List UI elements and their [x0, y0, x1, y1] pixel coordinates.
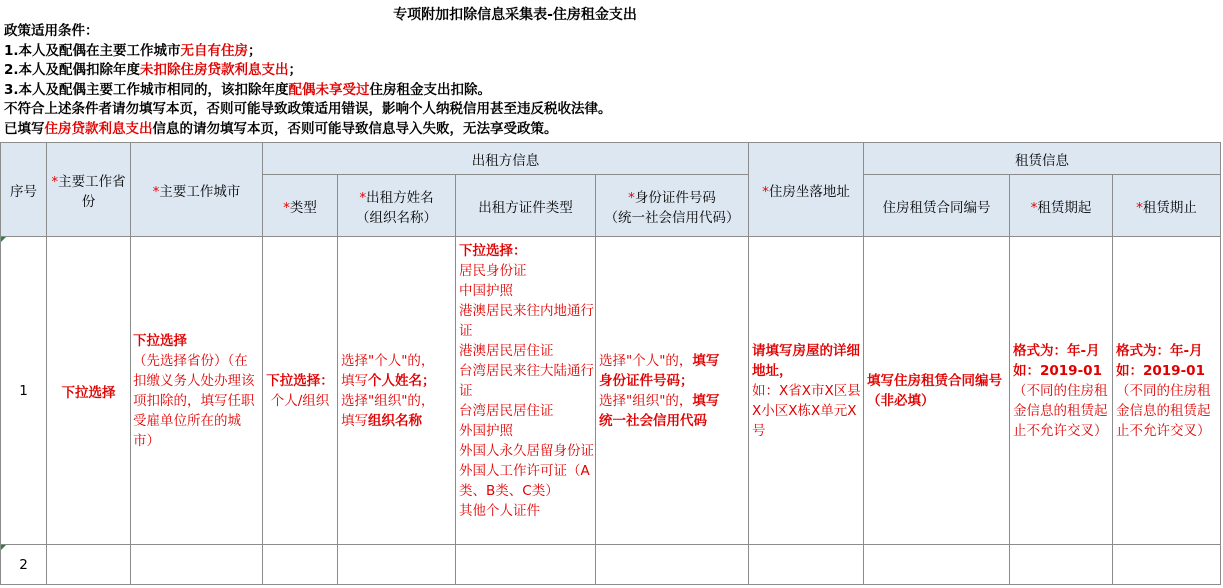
header-lessor-group: 出租方信息 — [263, 143, 749, 175]
notes-heading: 政策适用条件： — [4, 23, 99, 39]
row2-contract-no[interactable] — [864, 545, 1010, 585]
row2-lessor-name[interactable] — [338, 545, 456, 585]
sheet-title: 专项附加扣除信息采集表-住房租金支出 — [393, 7, 637, 23]
header-seq: 序号 — [1, 143, 47, 237]
header-lease-group: 租赁信息 — [864, 143, 1221, 175]
header-province: *主要工作省份 — [47, 143, 131, 237]
header-lessor-name: *出租方姓名 （组织名称） — [338, 175, 456, 237]
row1-type[interactable]: 下拉选择： 个人/组织 — [263, 237, 338, 545]
row2-province[interactable] — [47, 545, 131, 585]
row1-end[interactable]: 格式为：年-月 如：2019-01 （不同的住房租金信息的租赁起止不允许交叉） — [1113, 237, 1221, 545]
row2-seq[interactable]: 2 — [1, 545, 47, 585]
row2-id-type[interactable] — [456, 545, 596, 585]
row2-end[interactable] — [1113, 545, 1221, 585]
cell-comment-marker — [1, 545, 6, 550]
header-city: *主要工作城市 — [131, 143, 263, 237]
notes-line-4: 不符合上述条件者请勿填写本页，否则可能导致政策适用错误，影响个人纳税信用甚至违反税收法律。 — [4, 101, 612, 117]
id-type-dropdown-list: 下拉选择： 居民身份证 中国护照 港澳居民来往内地通行证 港澳居民居住证 台湾居民来往大陆通行证 台湾居民居住证 外国护照 外国人永久居留身份证 外国人工作许可证（A类、B类、C类） 其他个人证件 — [459, 243, 594, 519]
row2-address[interactable] — [749, 545, 864, 585]
row1-city[interactable]: 下拉选择 （先选择省份）（在扣缴义务人处办理该项扣除的，填写任职受雇单位所在的城市） — [131, 237, 263, 545]
notes-line-1: 1.本人及配偶在主要工作城市无自有住房； — [4, 42, 262, 59]
row2-type[interactable] — [263, 545, 338, 585]
header-contract-no: 住房租赁合同编号 — [864, 175, 1010, 237]
rent-info-table — [0, 142, 1221, 585]
row2-id-number[interactable] — [596, 545, 749, 585]
row1-start[interactable]: 格式为：年-月 如：2019-01 （不同的住房租金信息的租赁起止不允许交叉） — [1010, 237, 1113, 545]
header-start: *租赁期起 — [1010, 175, 1113, 237]
row1-province[interactable]: 下拉选择 — [47, 237, 131, 545]
row1-seq[interactable]: 1 — [1, 237, 47, 545]
notes-line-2: 2.本人及配偶扣除年度未扣除住房贷款利息支出； — [4, 62, 303, 78]
row1-address[interactable]: 请填写房屋的详细地址， 如：X省X市X区县X小区X栋X单元X号 — [749, 237, 864, 545]
header-id-number: *身份证件号码 （统一社会信用代码） — [596, 175, 749, 237]
header-type: *类型 — [263, 175, 338, 237]
notes-line-5: 已填写住房贷款利息支出信息的请勿填写本页，否则可能导致信息导入失败，无法享受政策。 — [4, 120, 558, 137]
cell-comment-marker — [1, 237, 6, 242]
row2-start[interactable] — [1010, 545, 1113, 585]
header-address: *住房坐落地址 — [749, 143, 864, 237]
header-id-type: 出租方证件类型 — [456, 175, 596, 237]
row1-id-type[interactable] — [456, 237, 596, 545]
policy-notes — [4, 22, 612, 139]
row1-contract-no[interactable]: 填写住房租赁合同编号 （非必填） — [864, 237, 1010, 545]
row2-city[interactable] — [131, 545, 263, 585]
row1-id-number[interactable]: 选择"个人"的，填写 身份证件号码； 选择"组织"的，填写 统一社会信用代码 — [596, 237, 749, 545]
notes-line-3: 3.本人及配偶主要工作城市相同的，该扣除年度配偶未享受过住房租金支出扣除。 — [4, 81, 492, 98]
header-end: *租赁期止 — [1113, 175, 1221, 237]
row1-lessor-name[interactable]: 选择"个人"的， 填写个人姓名； 选择"组织"的， 填写组织名称 — [338, 237, 456, 545]
